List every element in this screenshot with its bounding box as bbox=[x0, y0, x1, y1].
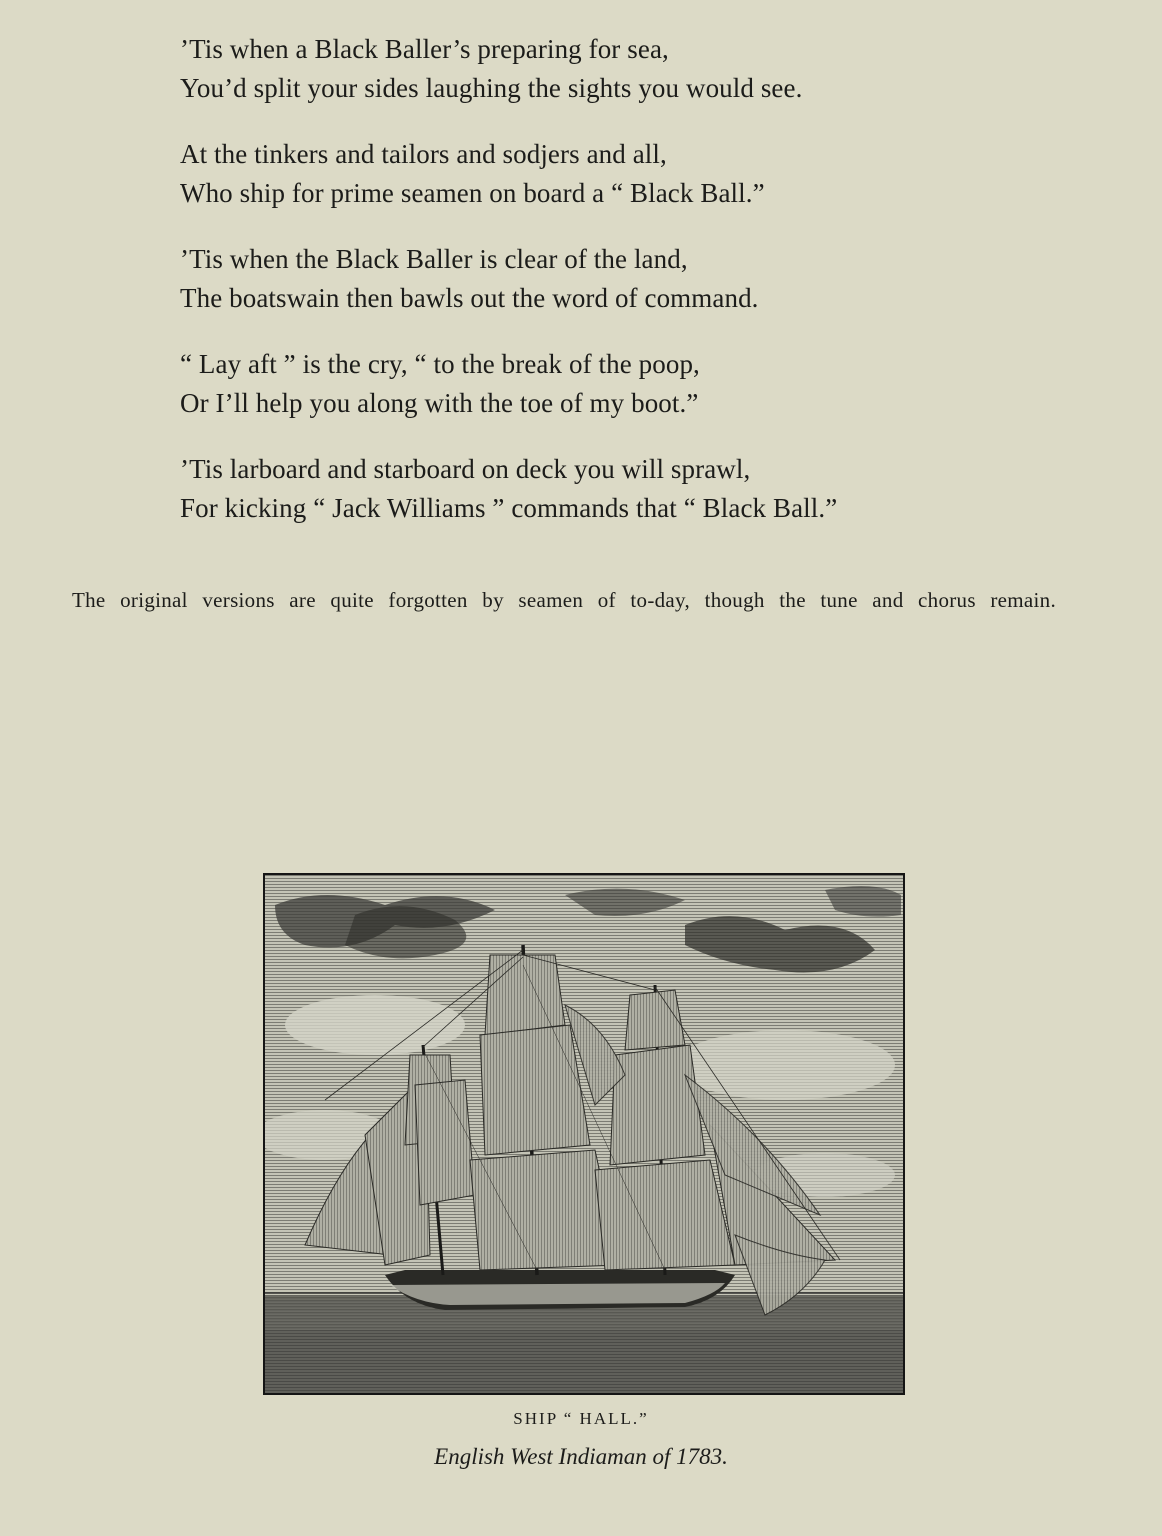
figure-caption-subtitle: English West Indiaman of 1783. bbox=[434, 1444, 728, 1469]
verse-line: The boatswain then bawls out the word of command. bbox=[180, 283, 759, 313]
body-paragraph: The original versions are quite forgotten by seamen of to-day, though the tune and chorus remain. bbox=[72, 588, 1057, 612]
verse-line: You’d split your sides laughing the sights you would see. bbox=[180, 73, 803, 103]
stanza-4 bbox=[180, 345, 1080, 423]
verse-line: At the tinkers and tailors and sodjers and all, bbox=[180, 139, 667, 169]
figure-caption-title: SHIP “ HALL.” bbox=[513, 1409, 649, 1428]
ship-illustration bbox=[265, 875, 903, 1393]
verse bbox=[180, 30, 1080, 555]
stanza-3 bbox=[180, 240, 1080, 318]
verse-line: Who ship for prime seamen on board a “ Black Ball.” bbox=[180, 178, 765, 208]
verse-line: “ Lay aft ” is the cry, “ to the break of the poop, bbox=[180, 349, 700, 379]
stanza-1 bbox=[180, 30, 1080, 108]
verse-line: For kicking “ Jack Williams ” commands that “ Black Ball.” bbox=[180, 493, 838, 523]
verse-line: ’Tis when the Black Baller is clear of the land, bbox=[180, 244, 688, 274]
stanza-2 bbox=[180, 135, 1080, 213]
verse-line: Or I’ll help you along with the toe of my boot.” bbox=[180, 388, 699, 418]
stanza-5 bbox=[180, 450, 1080, 528]
verse-line: ’Tis when a Black Baller’s preparing for sea, bbox=[180, 34, 669, 64]
verse-line: ’Tis larboard and starboard on deck you will sprawl, bbox=[180, 454, 751, 484]
ship-engraving bbox=[263, 873, 905, 1395]
